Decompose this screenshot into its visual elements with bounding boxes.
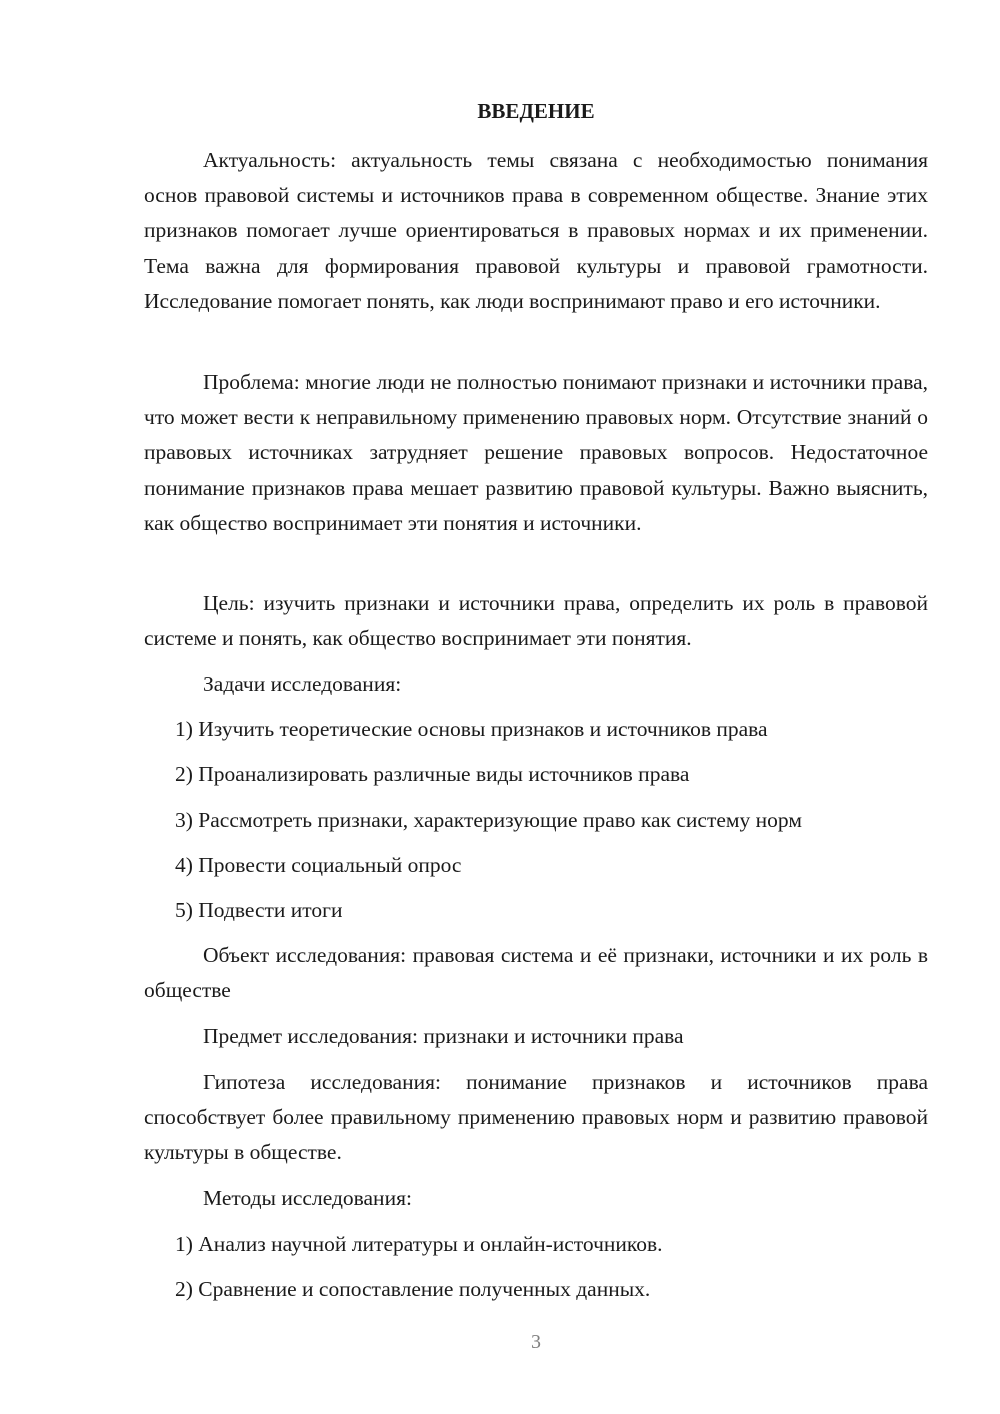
object-paragraph: Объект исследования: правовая система и её признаки, источники и их роль в обществе — [144, 943, 928, 1003]
task-item: 2) Проанализировать различные виды источников права — [175, 762, 690, 786]
page-number: 3 — [531, 1331, 541, 1353]
task-item: 3) Рассмотреть признаки, характеризующие право как систему норм — [175, 808, 802, 832]
section-title: ВВЕДЕНИЕ — [477, 99, 595, 123]
subject-paragraph: Предмет исследования: признаки и источники права — [203, 1024, 684, 1048]
relevance-paragraph: Актуальность: актуальность темы связана с необходимостью понимания основ правовой системы и источников права в современном обществе. Знание этих признаков помогает лучше ориентироваться в правовых нормах и их применении. Тема важна для формирования правовой культуры и правовой грамотности. Исследование помогает понять, как люди воспринимают право и его источники. — [144, 148, 928, 313]
tasks-heading: Задачи исследования: — [203, 672, 402, 696]
task-item: 1) Изучить теоретические основы признаков и источников права — [175, 717, 768, 741]
goal-paragraph: Цель: изучить признаки и источники права, определить их роль в правовой системе и понять, как общество воспринимает эти понятия. — [144, 591, 928, 651]
hypothesis-paragraph: Гипотеза исследования: понимание признаков и источников права способствует более правильному применению правовых норм и развитию правовой культуры в обществе. — [144, 1070, 928, 1165]
task-item: 5) Подвести итоги — [175, 898, 343, 922]
problem-paragraph: Проблема: многие люди не полностью понимают признаки и источники права, что может вести к неправильному применению правовых норм. Отсутствие знаний о правовых источниках затрудняет решение правовых вопросов. Недостаточное понимание признаков права мешает развитию правовой культуры. Важно выяснить, как общество воспринимает эти понятия и источники. — [144, 370, 928, 535]
method-item: 2) Сравнение и сопоставление полученных данных. — [175, 1277, 651, 1301]
methods-heading: Методы исследования: — [203, 1186, 412, 1210]
task-item: 4) Провести социальный опрос — [175, 853, 462, 877]
document-page — [144, 0, 928, 1414]
method-item: 1) Анализ научной литературы и онлайн-источников. — [175, 1232, 663, 1256]
